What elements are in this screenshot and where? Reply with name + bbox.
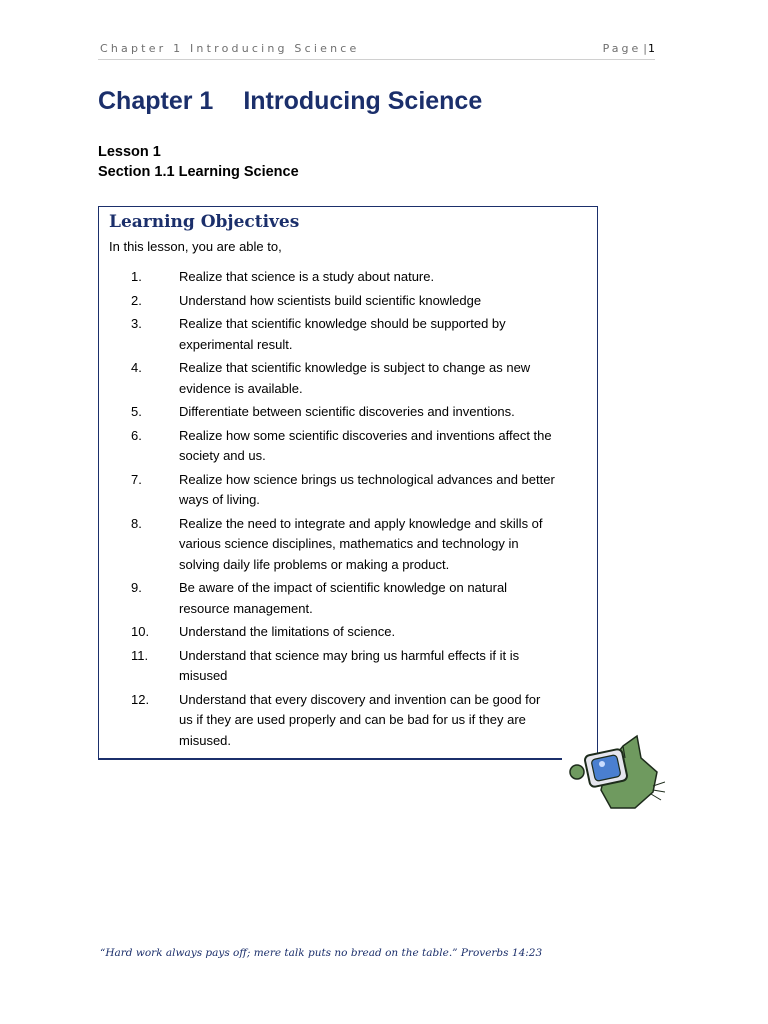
objective-number: 3. — [131, 316, 142, 331]
objective-text — [179, 622, 589, 643]
objective-text-line: Realize that science is a study about nature. — [179, 269, 435, 284]
objective-text-line: experimental result. — [179, 336, 293, 352]
objective-text-line: ways of living. — [179, 492, 260, 507]
objective-number: 9. — [131, 580, 142, 595]
objective-number: 8. — [131, 515, 142, 531]
objective-text — [179, 690, 589, 752]
objective-number: 10. — [131, 624, 150, 639]
objective-number: 12. — [131, 691, 150, 707]
objective-number: 7. — [131, 471, 142, 487]
page-number-label: Page |1 — [602, 42, 655, 55]
objective-number: 1. — [131, 269, 142, 284]
running-title: Chapter 1 Introducing Science — [100, 42, 360, 55]
page-label-text: Page — [602, 42, 642, 55]
objective-text-line: Realize the need to integrate and apply knowledge and skills of — [179, 515, 543, 531]
objective-number: 5. — [131, 404, 142, 419]
objective-text — [179, 578, 589, 619]
objective-text-line: Be aware of the impact of scientific knowledge on natural — [179, 580, 508, 595]
objective-text — [179, 291, 589, 312]
objective-text — [179, 426, 589, 467]
learning-objectives-box — [98, 206, 598, 759]
objective-text-line: Realize how some scientific discoveries and inventions affect the — [179, 427, 552, 443]
lesson-number: Lesson 1 — [98, 144, 161, 160]
objective-text-line: Understand the limitations of science. — [179, 624, 396, 639]
page-number: 1 — [648, 42, 655, 55]
objective-text — [179, 314, 589, 355]
page-header — [98, 42, 655, 60]
objective-text-line: various science disciplines, mathematics and technology in — [179, 536, 519, 551]
objective-text-line: resource management. — [179, 600, 313, 616]
objective-text — [179, 358, 589, 399]
objective-text-line: evidence is available. — [179, 380, 303, 396]
objective-number: 2. — [131, 292, 142, 308]
objective-text-line: misused — [179, 668, 228, 683]
objective-text-line: Realize that scientific knowledge should be supported by — [179, 316, 506, 331]
section-title: Section 1.1 Learning Science — [98, 164, 299, 180]
objectives-box-bottom-border — [98, 758, 562, 760]
objective-text-line: Understand that science may bring us harmful effects if it is — [179, 647, 520, 663]
objective-text-line: Understand how scientists build scientific knowledge — [179, 292, 482, 308]
lesson-heading — [98, 142, 299, 182]
objective-text-line: Realize that scientific knowledge is subject to change as new — [179, 360, 531, 375]
objective-text-line: Realize how science brings us technological advances and better — [179, 471, 555, 487]
objective-text-line: Differentiate between scientific discoveries and inventions. — [179, 404, 515, 419]
objective-text-line: Understand that every discovery and invention can be good for — [179, 691, 541, 707]
chapter-number: Chapter 1 — [98, 87, 214, 115]
objectives-intro: In this lesson, you are able to, — [109, 239, 282, 254]
objective-number: 4. — [131, 360, 142, 375]
objective-text-line: society and us. — [179, 448, 266, 463]
objective-number: 11. — [131, 647, 149, 663]
mascot-magnifier-icon — [565, 732, 665, 810]
objective-text-line: solving daily life problems or making a product. — [179, 556, 450, 572]
objective-text-line: us if they are used properly and can be bad for us if they are — [179, 712, 526, 727]
footer-quote: “Hard work always pays off; mere talk puts no bread on the table.” Proverbs 14:23 — [100, 947, 543, 959]
objectives-heading: Learning Objectives — [109, 212, 300, 232]
objective-text — [179, 514, 589, 576]
objective-text — [179, 470, 589, 511]
objective-text-line: misused. — [179, 732, 232, 748]
objective-number: 6. — [131, 427, 142, 443]
objective-text — [179, 402, 589, 423]
chapter-title — [98, 87, 482, 116]
chapter-name: Introducing Science — [243, 87, 483, 115]
objective-text — [179, 646, 589, 687]
objective-text — [179, 267, 589, 288]
